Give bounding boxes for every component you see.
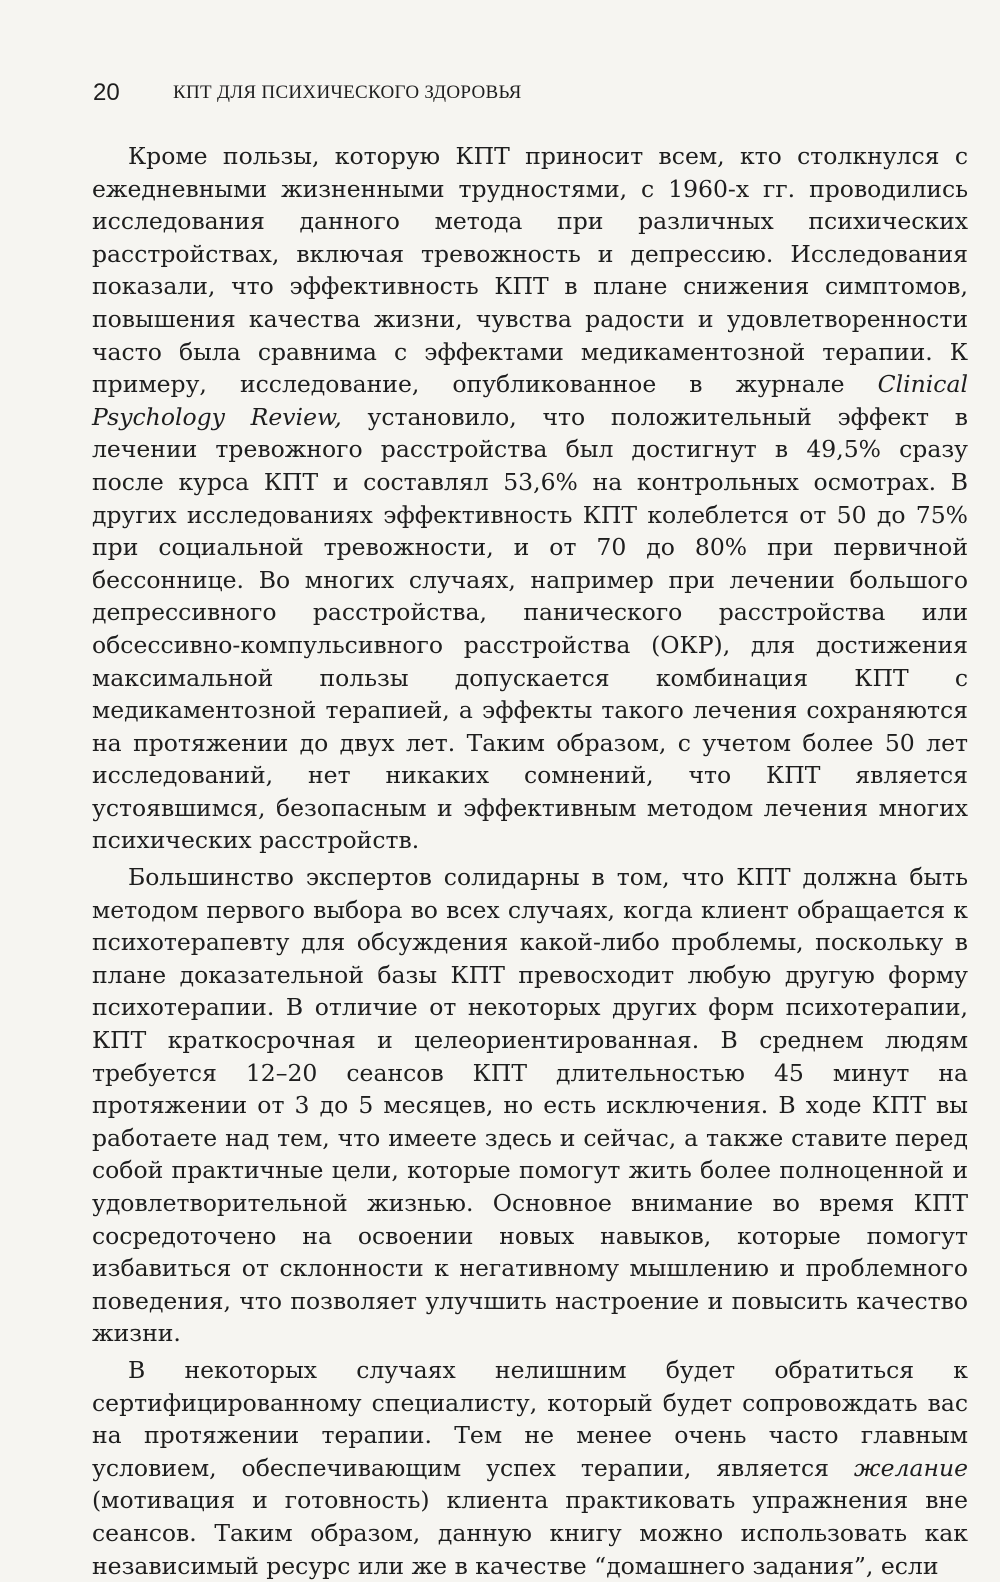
paragraph-3: [92, 1354, 968, 1582]
paragraph-1-text-end: установило, что положительный эффект в лечении тревожного расстройства был достигнут в 49,5% сразу после курса КПТ и составлял 53,6% на контрольных осмотрах. В других исследованиях эффективность КПТ колеблется от 50 до 75% при социальной тревожности, и от 70 до 80% при первичной бессоннице. Во многих случаях, например при лечении большого депрессивного расстройства, панического расстройства или обсессивно-компульсивного расстройства (ОКР), для достижения максимальной пользы допускается комбинация КПТ с медикаментозной терапией, а эффекты такого лечения сохраняются на протяжении до двух лет. Таким образом, с учетом более 50 лет исследований, нет никаких сомнений, что КПТ является устоявшимся, безопасным и эффективным методом лечения многих психических расстройств.: [92, 402, 968, 855]
running-title: КПТ ДЛЯ ПСИХИЧЕСКОГО ЗДОРОВЬЯ: [173, 82, 522, 103]
page-number: 20: [93, 79, 120, 106]
emphasis-desire: желание: [853, 1453, 968, 1482]
page-header: [93, 79, 940, 113]
journal-title: Clinical Psychology Review,: [92, 370, 968, 431]
paragraph-2: [92, 861, 968, 1350]
paragraph-3-text-start: В некоторых случаях нелишним будет обратиться к сертифицированному специалисту, который будет сопровождать вас на протяжении терапии. Тем не менее очень часто главным условием, обеспечивающим успех терапии, является: [92, 1355, 968, 1482]
paragraph-1-text-start: Кроме пользы, которую КПТ приносит всем, кто столкнулся с ежедневными жизненными трудностями, с 1960-х гг. проводились исследования данного метода при различных психических расстройствах, включая тревожность и депрессию. Исследования показали, что эффективность КПТ в плане снижения симптомов, повышения качества жизни, чувства радости и удовлетворенности часто была сравнима с эффектами медикаментозной терапии. К примеру, исследование, опубликованное в журнале: [92, 142, 968, 399]
paragraph-2-text: Большинство экспертов солидарны в том, что КПТ должна быть методом первого выбора во всех случаях, когда клиент обращается к психотерапевту для обсуждения какой-либо проблемы, поскольку в плане доказательной базы КПТ превосходит любую другую форму психотерапии. В отличие от некоторых других форм психотерапии, КПТ краткосрочная и целеориентированная. В среднем людям требуется 12–20 сеансов КПТ длительностью 45 минут на протяжении от 3 до 5 месяцев, но есть исключения. В ходе КПТ вы работаете над тем, что имеете здесь и сейчас, а также ставите перед собой практичные цели, которые помогут жить более полноценной и удовлетворительной жизнью. Основное внимание во время КПТ сосредоточено на освоении новых навыков, которые помогут избавиться от склонности к негативному мышлению и проблемного поведения, что позволяет улучшить настроение и повысить качество жизни.: [92, 863, 968, 1348]
paragraph-1: [92, 140, 968, 857]
body-text: [92, 140, 968, 1582]
paragraph-3-text-end: (мотивация и готовность) клиента практиковать упражнения вне сеансов. Таким образом, данную книгу можно использовать как независимый ресурс или же в качестве “домашнего задания”, если: [92, 1486, 968, 1580]
